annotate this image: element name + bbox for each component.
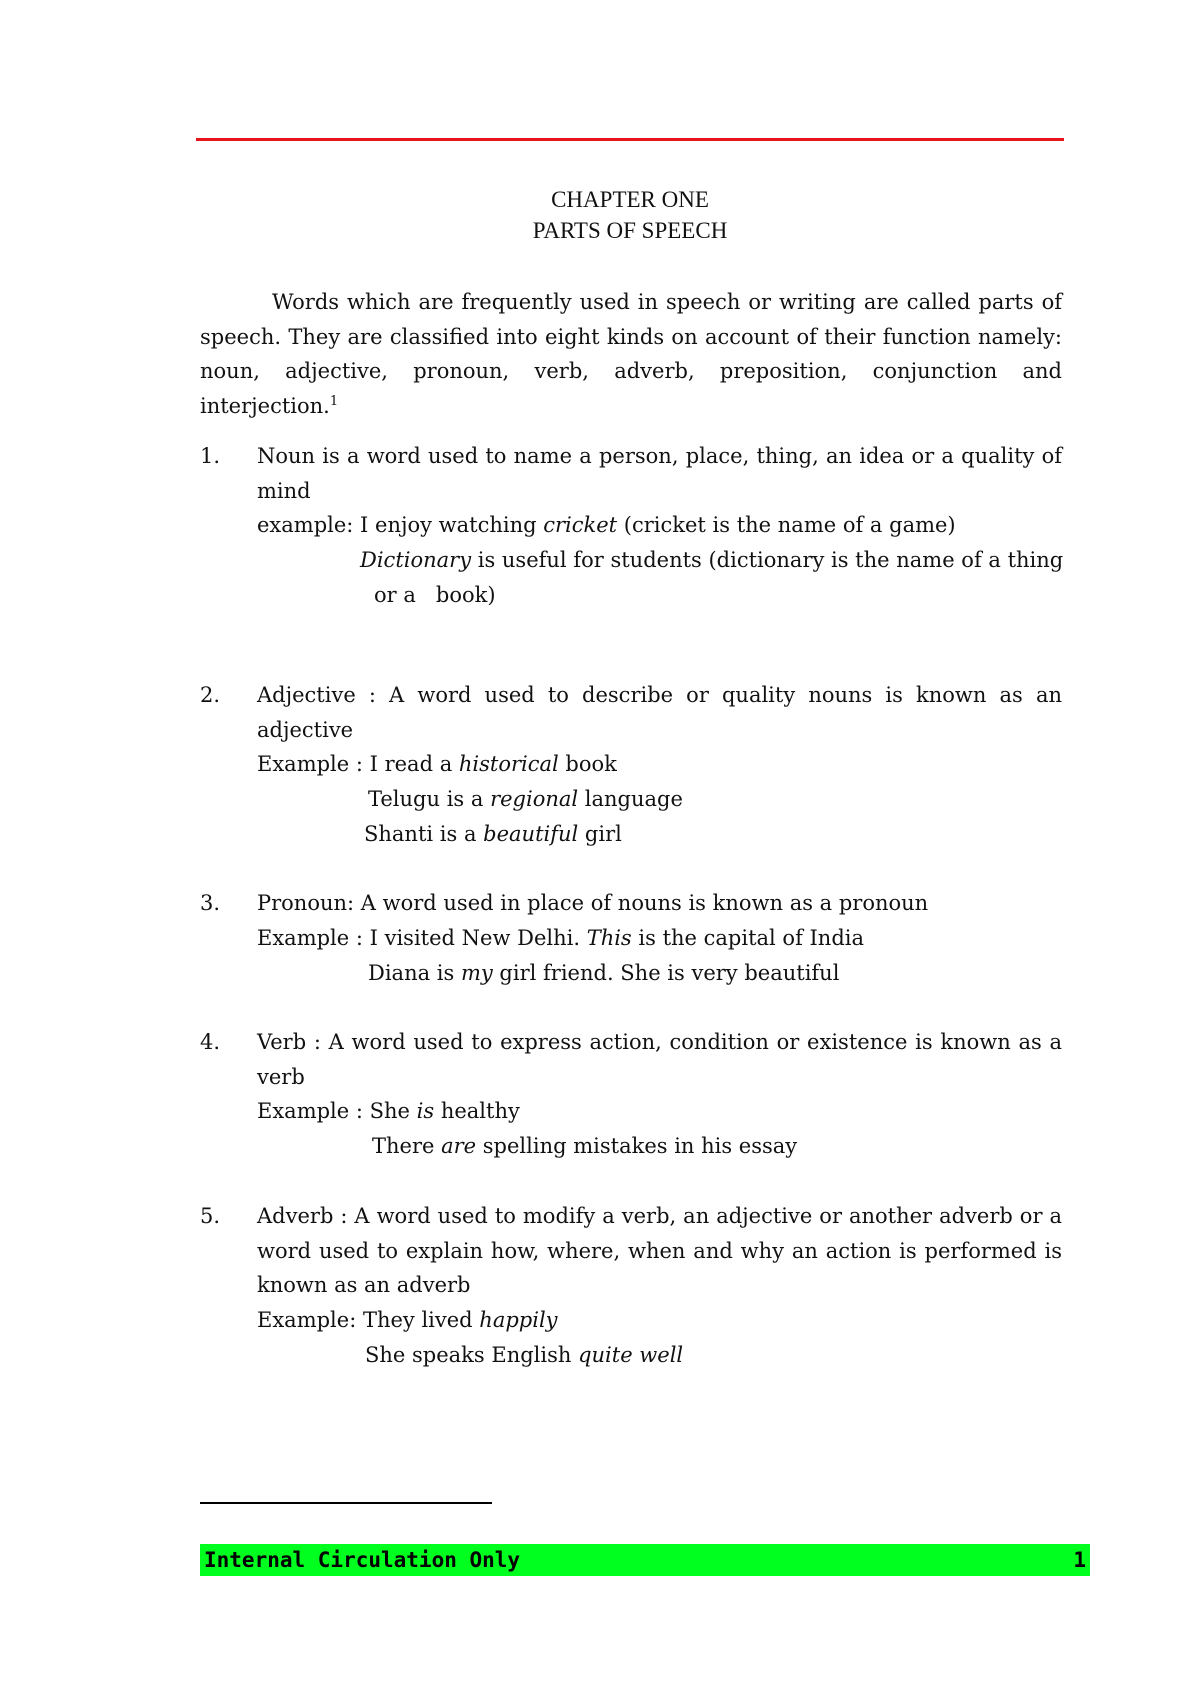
item-example: Dictionary is useful for students (dictionary is the name of a thing xyxy=(360,548,1064,572)
item-example: Example : I visited New Delhi. This is the capital of India xyxy=(257,926,865,950)
item-example: or a book) xyxy=(374,583,496,607)
item-example: There are spelling mistakes in his essay xyxy=(372,1134,798,1158)
item-number: 5. xyxy=(200,1204,221,1228)
item-example: Shanti is a beautiful girl xyxy=(364,822,622,846)
item-definition: Verb : A word used to express action, condition or existence is known as a verb xyxy=(257,1030,1062,1089)
header-rule xyxy=(196,138,1064,141)
item-example: Example : She is healthy xyxy=(257,1099,520,1123)
item-number: 1. xyxy=(200,444,221,468)
item-number: 3. xyxy=(200,891,221,915)
item-definition: Pronoun: A word used in place of nouns is known as a pronoun xyxy=(257,891,929,915)
chapter-label: CHAPTER ONE xyxy=(551,187,709,212)
item-number: 4. xyxy=(200,1030,221,1054)
footnote-mark: 1 xyxy=(329,393,339,409)
item-example: She speaks English quite well xyxy=(365,1343,684,1367)
item-example: Example: They lived happily xyxy=(257,1308,558,1332)
item-number: 2. xyxy=(200,683,221,707)
chapter-title: PARTS OF SPEECH xyxy=(532,218,728,243)
item-definition: Noun is a word used to name a person, place, thing, an idea or a quality of mind xyxy=(257,444,1062,503)
item-definition: Adverb : A word used to modify a verb, an adjective or another adverb or a word used to explain how, where, when and why an action is performed is known as an adverb xyxy=(257,1204,1062,1298)
item-example: Telugu is a regional language xyxy=(368,787,683,811)
page-footer xyxy=(200,1544,1090,1576)
item-example: example: I enjoy watching cricket (cricket is the name of a game) xyxy=(257,513,956,537)
intro-text: Words which are frequently used in speech or writing are called parts of speech. They are classified into eight kinds on account of their function namely: noun, adjective, pronoun, verb, adverb, preposition, conjunction and interjection. xyxy=(200,290,1062,418)
item-definition: Adjective : A word used to describe or quality nouns is known as an adjective xyxy=(257,683,1062,742)
page-number: 1 xyxy=(1073,1548,1086,1572)
footnote-separator xyxy=(200,1502,492,1504)
item-example: Diana is my girl friend. She is very beautiful xyxy=(368,961,840,985)
item-example: Example : I read a historical book xyxy=(257,752,617,776)
footer-label: Internal Circulation Only xyxy=(204,1548,521,1572)
intro-paragraph xyxy=(200,285,1062,423)
chapter-heading xyxy=(196,184,1064,246)
